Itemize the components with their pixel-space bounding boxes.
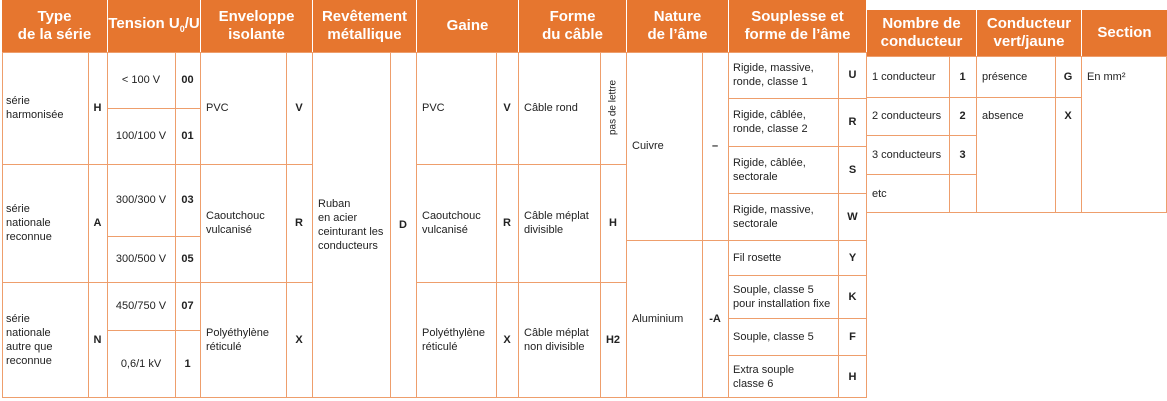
header-nombre: Nombre de conducteur — [867, 10, 976, 56]
gaine-label-pvc: PVC — [422, 102, 445, 114]
conducteur-label-absence: absence — [982, 110, 1024, 122]
tension-code-01: 01 — [181, 130, 194, 142]
tension-code-07: 07 — [181, 300, 194, 312]
forme-code-h2: H2 — [605, 334, 621, 346]
souplesse-code-r: R — [848, 116, 857, 128]
header-conducteur: Conducteur vert/jaune — [977, 10, 1081, 56]
tension-code-03: 03 — [181, 194, 194, 206]
header-enveloppe: Enveloppe isolante — [201, 0, 312, 52]
souplesse-label-h: Extra souple classe 6 — [733, 363, 795, 390]
nombre-label-1: 1 conducteur — [872, 70, 936, 83]
forme-label-rond: Câble rond — [524, 102, 578, 114]
gaine-code-x: X — [503, 334, 511, 346]
serie-code-n: N — [93, 334, 102, 346]
souplesse-code-s: S — [848, 163, 857, 176]
conducteur-code-x: X — [1064, 110, 1072, 122]
revetement-code-d: D — [399, 219, 407, 231]
souplesse-code-k: K — [848, 290, 857, 303]
souplesse-label-f: Souple, classe 5 — [733, 330, 814, 343]
nature-label-cuivre: Cuivre — [632, 140, 664, 152]
souplesse-label-k: Souple, classe 5 pour installation fixe — [733, 283, 831, 310]
tension-label-05: 300/500 V — [115, 253, 167, 265]
header-revetement: Revêtement métallique — [313, 0, 416, 52]
nombre-label-etc: etc — [872, 187, 887, 200]
forme-code-h: H — [609, 217, 617, 229]
enveloppe-code-r: R — [295, 217, 303, 229]
souplesse-code-y: Y — [848, 251, 857, 264]
tension-label-01: 100/100 V — [115, 130, 167, 142]
revetement-label: Ruban en acier ceinturant les conducteurs — [318, 198, 384, 252]
serie-label-harmonisee: série harmonisée — [6, 95, 64, 121]
tension-label-07: 450/750 V — [115, 300, 167, 312]
header-type-serie: Type de la série — [2, 0, 107, 52]
souplesse-label-w: Rigide, massive, sectorale — [733, 203, 814, 230]
enveloppe-label-polyethylene: Polyéthylène réticulé — [206, 327, 269, 353]
header-tension: Tension $U_0/U$ — [108, 0, 200, 52]
tension-code-00: 00 — [181, 74, 194, 86]
serie-code-h: H — [93, 102, 102, 114]
forme-code-pas-de-lettre: pas de lettre — [607, 79, 619, 136]
gaine-label-caoutchouc: Caoutchouc vulcanisé — [422, 210, 481, 236]
souplesse-label-y: Fil rosette — [733, 251, 782, 264]
souplesse-code-f: F — [849, 330, 856, 343]
nature-code-aluminium: -A — [709, 313, 721, 325]
gaine-code-r: R — [503, 217, 511, 229]
nombre-label-3: 3 conducteurs — [872, 148, 942, 161]
header-souplesse: Souplesse et forme de l’âme — [729, 0, 866, 52]
serie-label-nationale: série nationale reconnue — [6, 203, 52, 243]
header-forme: Forme du câble — [519, 0, 626, 52]
souplesse-label-s: Rigide, câblée, sectorale — [733, 156, 806, 183]
nombre-code-2: 2 — [959, 110, 966, 122]
souplesse-label-u: Rigide, massive, ronde, classe 1 — [733, 62, 814, 88]
tension-label-1: 0,6/1 kV — [120, 358, 162, 370]
header-gaine: Gaine — [417, 0, 518, 52]
conducteur-label-presence: présence — [982, 70, 1028, 83]
souplesse-code-u: U — [848, 69, 857, 81]
gaine-label-polyethylene: Polyéthylène réticulé — [422, 327, 485, 353]
header-section: Section — [1082, 10, 1167, 56]
enveloppe-code-x: X — [295, 334, 303, 346]
gaine-code-v: V — [503, 102, 511, 114]
header-nature: Nature de l’âme — [627, 0, 728, 52]
tension-label-03: 300/300 V — [115, 194, 167, 206]
nombre-code-1: 1 — [959, 70, 966, 83]
souplesse-code-h: H — [848, 370, 857, 383]
conducteur-code-g: G — [1063, 70, 1073, 83]
enveloppe-code-v: V — [295, 102, 303, 114]
nature-code-cuivre: – — [711, 140, 719, 152]
nature-label-aluminium: Aluminium — [632, 313, 684, 325]
nombre-label-2: 2 conducteurs — [872, 110, 942, 122]
tension-code-05: 05 — [181, 253, 194, 265]
section-value: En mm² — [1087, 70, 1126, 83]
tension-label-00: < 100 V — [121, 74, 161, 86]
souplesse-code-w: W — [847, 210, 858, 223]
serie-label-autre: série nationale autre que reconnue — [6, 313, 53, 367]
forme-label-meplat-non-divisible: Câble méplat non divisible — [524, 327, 589, 353]
nombre-code-3: 3 — [959, 148, 966, 161]
serie-code-a: A — [93, 217, 102, 229]
tension-code-1: 1 — [184, 358, 191, 370]
enveloppe-label-pvc: PVC — [206, 102, 229, 114]
forme-label-meplat-divisible: Câble méplat divisible — [524, 210, 589, 236]
enveloppe-label-caoutchouc: Caoutchouc vulcanisé — [206, 210, 265, 236]
souplesse-label-r: Rigide, câblée, ronde, classe 2 — [733, 109, 808, 135]
